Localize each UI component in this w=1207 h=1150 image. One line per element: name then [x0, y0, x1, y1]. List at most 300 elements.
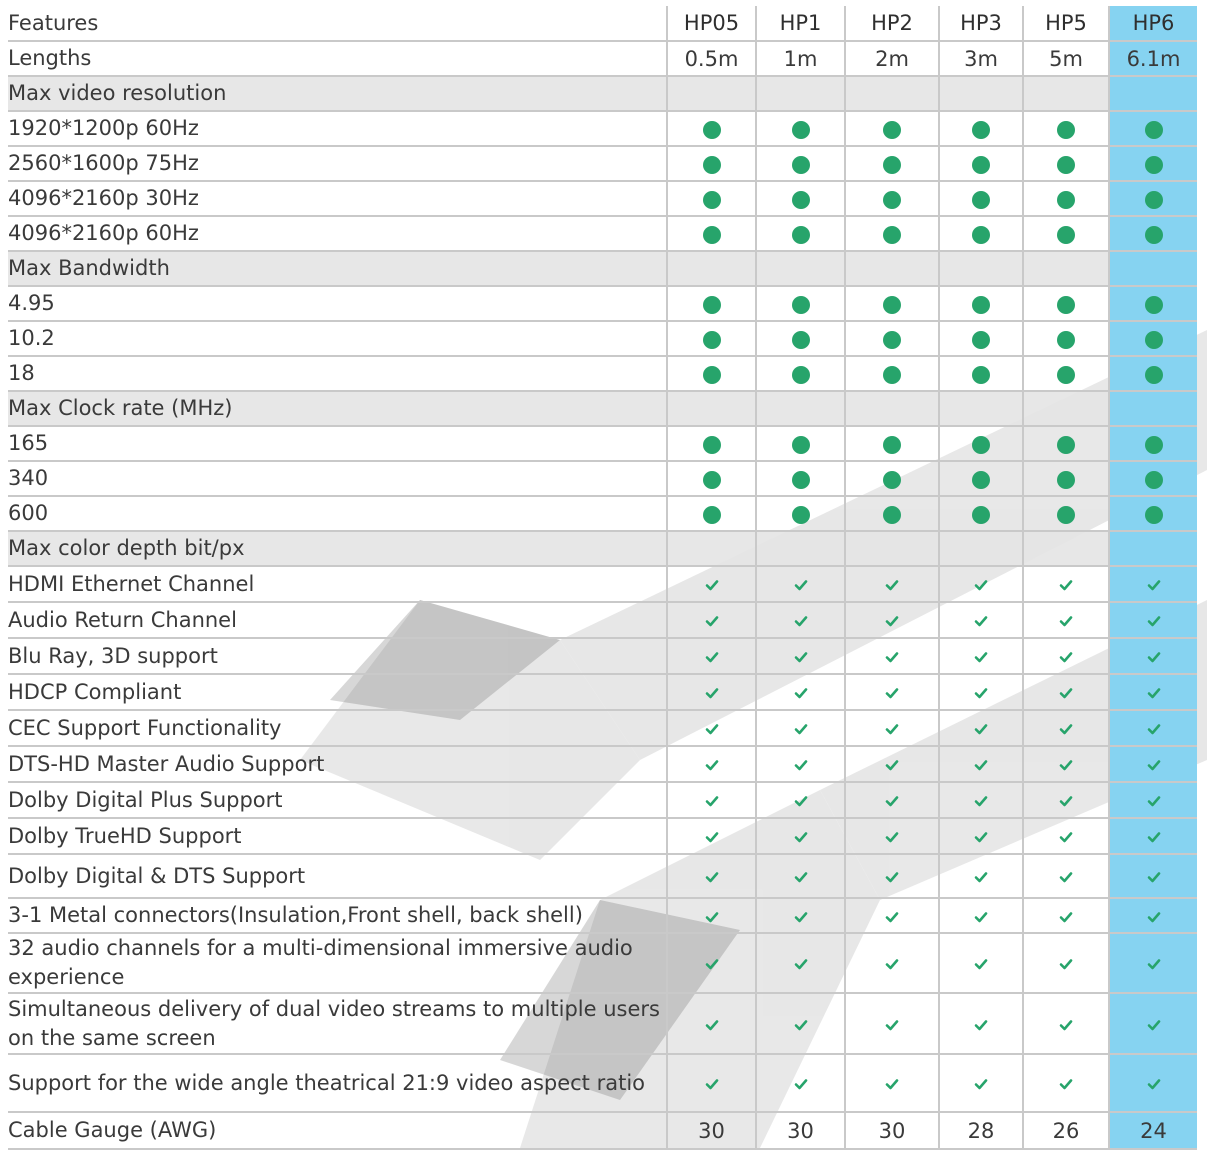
supported-dot-icon — [1057, 121, 1075, 139]
checkmark-icon — [705, 651, 719, 663]
value-cell — [1109, 993, 1197, 1054]
value-cell — [845, 531, 939, 566]
value-cell — [939, 251, 1023, 286]
value-cell — [1023, 251, 1109, 286]
feature-row — [8, 566, 1197, 602]
value-cell — [756, 356, 845, 391]
value-cell — [667, 496, 756, 531]
section-label: Max color depth bit/px — [8, 531, 667, 566]
feature-row — [8, 746, 1197, 782]
value-cell — [756, 1054, 845, 1112]
supported-dot-icon — [792, 226, 810, 244]
checkmark-icon — [1059, 871, 1073, 883]
value-cell — [1109, 1054, 1197, 1112]
value-cell — [1109, 496, 1197, 531]
value-cell — [1109, 933, 1197, 993]
checkmark-icon — [705, 1019, 719, 1031]
supported-dot-icon — [1057, 296, 1075, 314]
value-cell — [756, 391, 845, 426]
value-cell — [845, 146, 939, 181]
feature-label: Dolby Digital & DTS Support — [8, 854, 667, 898]
model-name-hp6: HP6 — [1109, 6, 1197, 41]
supported-dot-icon — [792, 191, 810, 209]
value-cell — [1109, 216, 1197, 251]
value-cell — [939, 782, 1023, 818]
checkmark-icon — [1147, 579, 1161, 591]
value-cell — [667, 426, 756, 461]
value-cell — [1109, 181, 1197, 216]
spec-table — [8, 6, 1197, 1150]
value-cell — [1109, 898, 1197, 933]
checkmark-icon — [705, 759, 719, 771]
value-cell — [667, 782, 756, 818]
section-row — [8, 531, 1197, 566]
value-cell — [939, 710, 1023, 746]
supported-dot-icon — [972, 436, 990, 454]
value-cell — [1023, 286, 1109, 321]
gauge-value: 30 — [845, 1112, 939, 1149]
value-cell — [1109, 251, 1197, 286]
feature-row — [8, 933, 1197, 993]
value-cell — [1109, 111, 1197, 146]
value-cell — [1109, 146, 1197, 181]
value-cell — [1109, 286, 1197, 321]
value-cell — [1023, 391, 1109, 426]
value-cell — [845, 251, 939, 286]
value-cell — [1109, 854, 1197, 898]
value-cell — [1109, 426, 1197, 461]
lengths-label: Lengths — [8, 41, 667, 76]
feature-label: 4096*2160p 60Hz — [8, 216, 667, 251]
value-cell — [667, 461, 756, 496]
supported-dot-icon — [1145, 436, 1163, 454]
supported-dot-icon — [792, 121, 810, 139]
value-cell — [845, 216, 939, 251]
value-cell — [1109, 566, 1197, 602]
feature-row — [8, 638, 1197, 674]
value-cell — [667, 674, 756, 710]
value-cell — [1023, 674, 1109, 710]
value-cell — [756, 710, 845, 746]
value-cell — [939, 111, 1023, 146]
value-cell — [1109, 531, 1197, 566]
checkmark-icon — [705, 795, 719, 807]
supported-dot-icon — [972, 226, 990, 244]
value-cell — [845, 898, 939, 933]
feature-label: 3-1 Metal connectors(Insulation,Front shell, back shell) — [8, 898, 667, 933]
value-cell — [845, 602, 939, 638]
value-cell — [756, 782, 845, 818]
value-cell — [667, 898, 756, 933]
feature-row — [8, 216, 1197, 251]
checkmark-icon — [974, 651, 988, 663]
value-cell — [1023, 76, 1109, 111]
checkmark-icon — [1059, 615, 1073, 627]
feature-label: 32 audio channels for a multi-dimensional immersive audio experience — [8, 933, 667, 993]
supported-dot-icon — [883, 436, 901, 454]
checkmark-icon — [885, 795, 899, 807]
value-cell — [1023, 146, 1109, 181]
value-cell — [1109, 391, 1197, 426]
supported-dot-icon — [1145, 121, 1163, 139]
value-cell — [1109, 321, 1197, 356]
section-row — [8, 251, 1197, 286]
value-cell — [667, 818, 756, 854]
checkmark-icon — [794, 1078, 808, 1090]
value-cell — [939, 818, 1023, 854]
value-cell — [845, 181, 939, 216]
supported-dot-icon — [883, 191, 901, 209]
checkmark-icon — [705, 871, 719, 883]
value-cell — [667, 993, 756, 1054]
feature-label: DTS-HD Master Audio Support — [8, 746, 667, 782]
supported-dot-icon — [703, 506, 721, 524]
supported-dot-icon — [883, 296, 901, 314]
feature-row — [8, 710, 1197, 746]
feature-label: HDMI Ethernet Channel — [8, 566, 667, 602]
supported-dot-icon — [792, 331, 810, 349]
checkmark-icon — [885, 911, 899, 923]
value-cell — [845, 111, 939, 146]
feature-label: Simultaneous delivery of dual video streams to multiple users on the same screen — [8, 993, 667, 1054]
supported-dot-icon — [1145, 506, 1163, 524]
value-cell — [756, 76, 845, 111]
supported-dot-icon — [703, 121, 721, 139]
checkmark-icon — [974, 687, 988, 699]
value-cell — [1109, 76, 1197, 111]
supported-dot-icon — [703, 226, 721, 244]
supported-dot-icon — [703, 436, 721, 454]
value-cell — [756, 854, 845, 898]
value-cell — [1023, 993, 1109, 1054]
checkmark-icon — [794, 723, 808, 735]
checkmark-icon — [705, 911, 719, 923]
checkmark-icon — [885, 723, 899, 735]
supported-dot-icon — [1057, 226, 1075, 244]
supported-dot-icon — [883, 506, 901, 524]
value-cell — [756, 566, 845, 602]
value-cell — [756, 638, 845, 674]
feature-label: 165 — [8, 426, 667, 461]
supported-dot-icon — [703, 331, 721, 349]
checkmark-icon — [794, 958, 808, 970]
value-cell — [1023, 461, 1109, 496]
value-cell — [667, 76, 756, 111]
value-cell — [1023, 111, 1109, 146]
checkmark-icon — [974, 615, 988, 627]
checkmark-icon — [1059, 1019, 1073, 1031]
model-name-hp2: HP2 — [845, 6, 939, 41]
supported-dot-icon — [792, 156, 810, 174]
value-cell — [756, 111, 845, 146]
value-cell — [939, 898, 1023, 933]
value-cell — [667, 638, 756, 674]
length-value: 6.1m — [1109, 41, 1197, 76]
checkmark-icon — [794, 759, 808, 771]
value-cell — [939, 674, 1023, 710]
checkmark-icon — [885, 651, 899, 663]
value-cell — [667, 181, 756, 216]
value-cell — [756, 216, 845, 251]
gauge-value: 28 — [939, 1112, 1023, 1149]
section-label: Max video resolution — [8, 76, 667, 111]
value-cell — [1109, 782, 1197, 818]
value-cell — [756, 898, 845, 933]
checkmark-icon — [885, 579, 899, 591]
value-cell — [1023, 426, 1109, 461]
value-cell — [1023, 638, 1109, 674]
checkmark-icon — [705, 831, 719, 843]
supported-dot-icon — [792, 296, 810, 314]
value-cell — [756, 818, 845, 854]
supported-dot-icon — [703, 296, 721, 314]
checkmark-icon — [1147, 651, 1161, 663]
feature-label: 10.2 — [8, 321, 667, 356]
value-cell — [756, 321, 845, 356]
value-cell — [1023, 181, 1109, 216]
supported-dot-icon — [703, 471, 721, 489]
value-cell — [845, 638, 939, 674]
checkmark-icon — [705, 579, 719, 591]
feature-label: 600 — [8, 496, 667, 531]
supported-dot-icon — [1057, 366, 1075, 384]
supported-dot-icon — [1145, 191, 1163, 209]
supported-dot-icon — [792, 506, 810, 524]
checkmark-icon — [794, 1019, 808, 1031]
value-cell — [845, 674, 939, 710]
feature-label: 18 — [8, 356, 667, 391]
supported-dot-icon — [1057, 471, 1075, 489]
supported-dot-icon — [1145, 331, 1163, 349]
value-cell — [667, 321, 756, 356]
supported-dot-icon — [703, 191, 721, 209]
value-cell — [756, 496, 845, 531]
value-cell — [845, 933, 939, 993]
checkmark-icon — [1147, 795, 1161, 807]
value-cell — [667, 391, 756, 426]
supported-dot-icon — [972, 331, 990, 349]
value-cell — [845, 286, 939, 321]
feature-row — [8, 321, 1197, 356]
value-cell — [1023, 933, 1109, 993]
value-cell — [939, 638, 1023, 674]
checkmark-icon — [794, 651, 808, 663]
supported-dot-icon — [883, 226, 901, 244]
value-cell — [939, 461, 1023, 496]
value-cell — [845, 818, 939, 854]
checkmark-icon — [1147, 687, 1161, 699]
checkmark-icon — [1147, 911, 1161, 923]
checkmark-icon — [974, 579, 988, 591]
checkmark-icon — [794, 795, 808, 807]
checkmark-icon — [705, 615, 719, 627]
supported-dot-icon — [972, 471, 990, 489]
checkmark-icon — [1059, 579, 1073, 591]
checkmark-icon — [885, 687, 899, 699]
feature-row — [8, 111, 1197, 146]
supported-dot-icon — [883, 156, 901, 174]
supported-dot-icon — [883, 366, 901, 384]
value-cell — [939, 531, 1023, 566]
value-cell — [939, 216, 1023, 251]
supported-dot-icon — [1145, 366, 1163, 384]
value-cell — [1023, 496, 1109, 531]
checkmark-icon — [974, 723, 988, 735]
value-cell — [1023, 898, 1109, 933]
supported-dot-icon — [1145, 156, 1163, 174]
feature-row — [8, 602, 1197, 638]
value-cell — [939, 426, 1023, 461]
checkmark-icon — [885, 831, 899, 843]
value-cell — [667, 566, 756, 602]
value-cell — [845, 993, 939, 1054]
feature-row — [8, 426, 1197, 461]
checkmark-icon — [974, 958, 988, 970]
value-cell — [1109, 710, 1197, 746]
length-value: 5m — [1023, 41, 1109, 76]
checkmark-icon — [1147, 831, 1161, 843]
checkmark-icon — [1059, 911, 1073, 923]
value-cell — [1023, 746, 1109, 782]
model-header-row — [8, 6, 1197, 41]
value-cell — [667, 1054, 756, 1112]
checkmark-icon — [705, 687, 719, 699]
value-cell — [756, 461, 845, 496]
checkmark-icon — [974, 795, 988, 807]
checkmark-icon — [1147, 759, 1161, 771]
supported-dot-icon — [972, 506, 990, 524]
value-cell — [845, 76, 939, 111]
supported-dot-icon — [972, 191, 990, 209]
value-cell — [1109, 674, 1197, 710]
cable-gauge-label: Cable Gauge (AWG) — [8, 1112, 667, 1149]
checkmark-icon — [1059, 1078, 1073, 1090]
model-name-hp3: HP3 — [939, 6, 1023, 41]
value-cell — [667, 854, 756, 898]
checkmark-icon — [1147, 958, 1161, 970]
feature-label: 2560*1600p 75Hz — [8, 146, 667, 181]
supported-dot-icon — [1145, 296, 1163, 314]
value-cell — [939, 746, 1023, 782]
value-cell — [756, 933, 845, 993]
feature-label: 1920*1200p 60Hz — [8, 111, 667, 146]
feature-label: 4.95 — [8, 286, 667, 321]
supported-dot-icon — [972, 121, 990, 139]
checkmark-icon — [794, 687, 808, 699]
cable-gauge-row — [8, 1112, 1197, 1149]
value-cell — [845, 566, 939, 602]
value-cell — [1023, 531, 1109, 566]
feature-row — [8, 461, 1197, 496]
feature-label: 4096*2160p 30Hz — [8, 181, 667, 216]
lengths-row — [8, 41, 1197, 76]
value-cell — [1023, 602, 1109, 638]
value-cell — [939, 854, 1023, 898]
section-label: Max Bandwidth — [8, 251, 667, 286]
checkmark-icon — [1059, 958, 1073, 970]
value-cell — [667, 746, 756, 782]
checkmark-icon — [794, 579, 808, 591]
checkmark-icon — [1147, 871, 1161, 883]
checkmark-icon — [1059, 651, 1073, 663]
checkmark-icon — [1059, 795, 1073, 807]
value-cell — [939, 146, 1023, 181]
gauge-value: 24 — [1109, 1112, 1197, 1149]
supported-dot-icon — [883, 331, 901, 349]
supported-dot-icon — [1057, 156, 1075, 174]
checkmark-icon — [885, 958, 899, 970]
value-cell — [1023, 818, 1109, 854]
section-row — [8, 391, 1197, 426]
gauge-value: 30 — [667, 1112, 756, 1149]
feature-row — [8, 496, 1197, 531]
value-cell — [667, 251, 756, 286]
supported-dot-icon — [883, 121, 901, 139]
value-cell — [756, 993, 845, 1054]
checkmark-icon — [705, 1078, 719, 1090]
checkmark-icon — [1147, 1078, 1161, 1090]
value-cell — [939, 602, 1023, 638]
model-name-hp5: HP5 — [1023, 6, 1109, 41]
value-cell — [1109, 818, 1197, 854]
checkmark-icon — [1059, 723, 1073, 735]
value-cell — [667, 111, 756, 146]
length-value: 2m — [845, 41, 939, 76]
feature-label: Blu Ray, 3D support — [8, 638, 667, 674]
value-cell — [756, 531, 845, 566]
supported-dot-icon — [972, 156, 990, 174]
section-row — [8, 76, 1197, 111]
supported-dot-icon — [972, 366, 990, 384]
value-cell — [939, 321, 1023, 356]
value-cell — [939, 933, 1023, 993]
value-cell — [1023, 710, 1109, 746]
checkmark-icon — [1059, 759, 1073, 771]
checkmark-icon — [1147, 1019, 1161, 1031]
value-cell — [845, 496, 939, 531]
value-cell — [939, 356, 1023, 391]
value-cell — [845, 854, 939, 898]
checkmark-icon — [974, 1019, 988, 1031]
model-name-hp05: HP05 — [667, 6, 756, 41]
value-cell — [845, 710, 939, 746]
value-cell — [667, 216, 756, 251]
value-cell — [1023, 854, 1109, 898]
value-cell — [939, 181, 1023, 216]
model-name-hp1: HP1 — [756, 6, 845, 41]
feature-row — [8, 146, 1197, 181]
supported-dot-icon — [1057, 436, 1075, 454]
supported-dot-icon — [703, 366, 721, 384]
value-cell — [939, 496, 1023, 531]
value-cell — [845, 356, 939, 391]
value-cell — [845, 321, 939, 356]
value-cell — [1023, 216, 1109, 251]
value-cell — [1023, 321, 1109, 356]
supported-dot-icon — [1057, 506, 1075, 524]
checkmark-icon — [794, 831, 808, 843]
checkmark-icon — [705, 958, 719, 970]
value-cell — [845, 746, 939, 782]
value-cell — [939, 286, 1023, 321]
feature-row — [8, 993, 1197, 1054]
value-cell — [1109, 461, 1197, 496]
value-cell — [1109, 746, 1197, 782]
checkmark-icon — [885, 1078, 899, 1090]
value-cell — [1023, 356, 1109, 391]
checkmark-icon — [794, 871, 808, 883]
value-cell — [845, 782, 939, 818]
